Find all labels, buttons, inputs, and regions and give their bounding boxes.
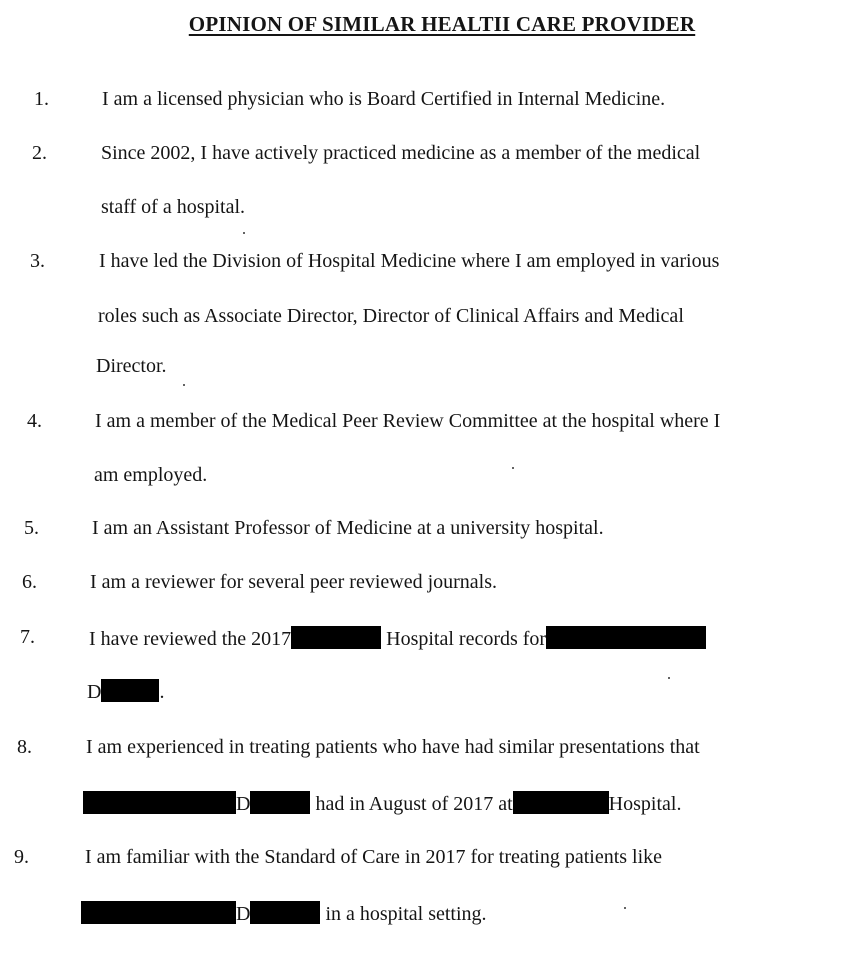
item-number: 3.: [30, 250, 45, 272]
item-6-line-1: I am a reviewer for several peer reviewed journals.: [90, 571, 498, 593]
item-8-line-2: [83, 791, 681, 816]
item-7-line-2: [87, 679, 164, 704]
document-title: OPINION OF SIMILAR HEALTII CARE PROVIDER: [188, 12, 696, 36]
scan-speck: [668, 677, 670, 679]
item-number: 4.: [27, 410, 42, 432]
item-8-text-d: Hospital.: [608, 793, 682, 815]
item-9-text-c: in a hospital setting.: [325, 903, 487, 925]
item-7-text-d: .: [159, 681, 165, 703]
item-2-line-1: Since 2002, I have actively practiced medicine as a member of the medical: [101, 142, 701, 164]
scan-speck: [183, 384, 185, 386]
item-7-text-b: Hospital records for: [386, 628, 547, 650]
item-number: 8.: [17, 736, 32, 758]
redaction-box: [291, 626, 381, 649]
item-7-text-c: D: [87, 681, 102, 703]
item-number: 5.: [24, 517, 39, 539]
redaction-box: [250, 901, 320, 924]
item-8-text-c: had in August of 2017 at: [315, 793, 513, 815]
item-3-line-1: I have led the Division of Hospital Medicine where I am employed in various: [99, 250, 720, 272]
item-8-line-1: I am experienced in treating patients who have had similar presentations that: [86, 736, 700, 758]
redaction-box: [546, 626, 706, 649]
item-1-line-1: I am a licensed physician who is Board Certified in Internal Medicine.: [102, 88, 666, 110]
item-3-line-3: Director.: [96, 355, 167, 377]
scan-speck: [512, 467, 514, 469]
item-7-text-a: I have reviewed the 2017: [89, 628, 292, 650]
item-number: 7.: [20, 626, 35, 648]
scan-speck: [624, 907, 626, 909]
item-8-text-b: D: [236, 793, 251, 815]
redaction-box: [513, 791, 609, 814]
item-9-line-2: [81, 901, 487, 926]
redaction-box: [83, 791, 236, 814]
item-3-line-2: roles such as Associate Director, Director of Clinical Affairs and Medical: [98, 305, 684, 327]
item-2-line-2: staff of a hospital.: [101, 196, 246, 218]
redaction-box: [101, 679, 159, 702]
redaction-box: [250, 791, 310, 814]
item-5-line-1: I am an Assistant Professor of Medicine at a university hospital.: [92, 517, 604, 539]
item-7-line-1: [89, 626, 706, 651]
redaction-box: [81, 901, 236, 924]
item-number: 9.: [14, 846, 29, 868]
item-number: 6.: [22, 571, 37, 593]
item-number: 1.: [34, 88, 49, 110]
item-number: 2.: [32, 142, 47, 164]
item-9-text-b: D: [236, 903, 251, 925]
scan-speck: [243, 232, 245, 234]
item-4-line-2: am employed.: [94, 464, 208, 486]
item-4-line-1: I am a member of the Medical Peer Review Committee at the hospital where I: [95, 410, 721, 432]
item-9-line-1: I am familiar with the Standard of Care in 2017 for treating patients like: [85, 846, 663, 868]
